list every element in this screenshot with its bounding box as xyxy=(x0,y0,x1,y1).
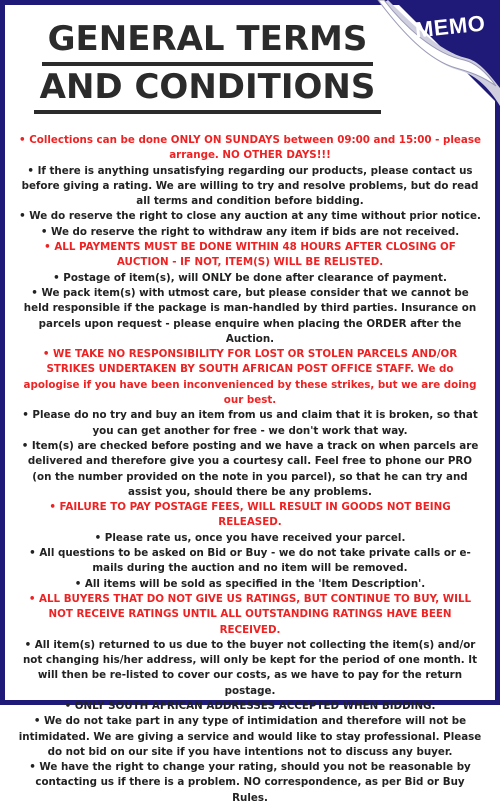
term-item: • All item(s) returned to us due to the buyer not collecting the item(s) and/or not changing his/her address, will only be kept for the period of one month. It will then be re-listed to cover our costs, as we have to pay for the return postage. xyxy=(22,638,478,697)
term-item: • We do reserve the right to close any auction at any time without prior notice. xyxy=(19,210,481,223)
title-block xyxy=(0,18,415,114)
term-item: • We pack item(s) with utmost care, but please consider that we cannot be held responsible if the package is man-handled by third parties. Insurance on parcels upon request - please enquire when placing the ORDER after the Auction. xyxy=(23,286,477,345)
term-item: • We do reserve the right to withdraw any item if bids are not received. xyxy=(40,225,460,238)
term-item: • All items will be sold as specified in the 'Item Description'. xyxy=(74,577,426,590)
term-item: • Postage of item(s), will ONLY be done after clearance of payment. xyxy=(53,271,447,284)
term-item: • Please rate us, once you have received your parcel. xyxy=(94,531,406,544)
term-item: • ALL PAYMENTS MUST BE DONE WITHIN 48 HOURS AFTER CLOSING OF AUCTION - IF NOT, ITEM(S) WILL BE RELISTED. xyxy=(44,241,456,269)
term-item: • ALL BUYERS THAT DO NOT GIVE US RATINGS, BUT CONTINUE TO BUY, WILL NOT RECEIVE RATINGS UNTIL ALL OUTSTANDING RATINGS HAVE BEEN RECEIVED. xyxy=(28,592,472,636)
term-item: • Collections can be done ONLY ON SUNDAYS between 09:00 and 15:00 - please arrange. NO OTHER DAYS!!! xyxy=(19,134,481,162)
title-line-2: AND CONDITIONS xyxy=(34,66,382,114)
terms-list xyxy=(18,133,482,806)
term-item: • We have the right to change your rating, should you not be reasonable by contacting us if there is a problem. NO correspondence, as per Bid or Buy Rules. xyxy=(29,761,471,804)
term-item: • All questions to be asked on Bid or Buy - we do not take private calls or e-mails during the auction and no item will be removed. xyxy=(29,547,471,575)
term-item: • If there is anything unsatisfying regarding our products, please contact us before giving a rating. We are willing to try and resolve problems, but do read all terms and condition before bidding. xyxy=(21,164,479,208)
memo-label: MEMO xyxy=(413,10,487,43)
term-item: • WE TAKE NO RESPONSIBILITY FOR LOST OR STOLEN PARCELS AND/OR STRIKES UNDERTAKEN BY SOUTH AFRICAN POST OFFICE STAFF. We do apologise if you have been inconvenienced by these strikes, but we are doing our best. xyxy=(23,348,477,407)
title-line-1: GENERAL TERMS xyxy=(42,18,374,66)
term-item: • Item(s) are checked before posting and we have a track on when parcels are delivered and therefore give you a courtesy call. Feel free to phone our PRO (on the number provided on the note in you parcel), so that he can try and assist you, should there be any problems. xyxy=(21,439,479,498)
term-item: • Please do no try and buy an item from us and claim that it is broken, so that you can get another for free - we don't work that way. xyxy=(22,409,478,437)
term-item: • We do not take part in any type of intimidation and therefore will not be intimidated. We are giving a service and would like to stay professional. Please do not bid on our site if you have intentions not to discuss any buyer. xyxy=(18,715,482,758)
term-item: • ONLY SOUTH AFRICAN ADDRESSES ACCEPTED WHEN BIDDING. xyxy=(64,699,436,712)
term-item: • FAILURE TO PAY POSTAGE FEES, WILL RESULT IN GOODS NOT BEING RELEASED. xyxy=(49,501,451,529)
